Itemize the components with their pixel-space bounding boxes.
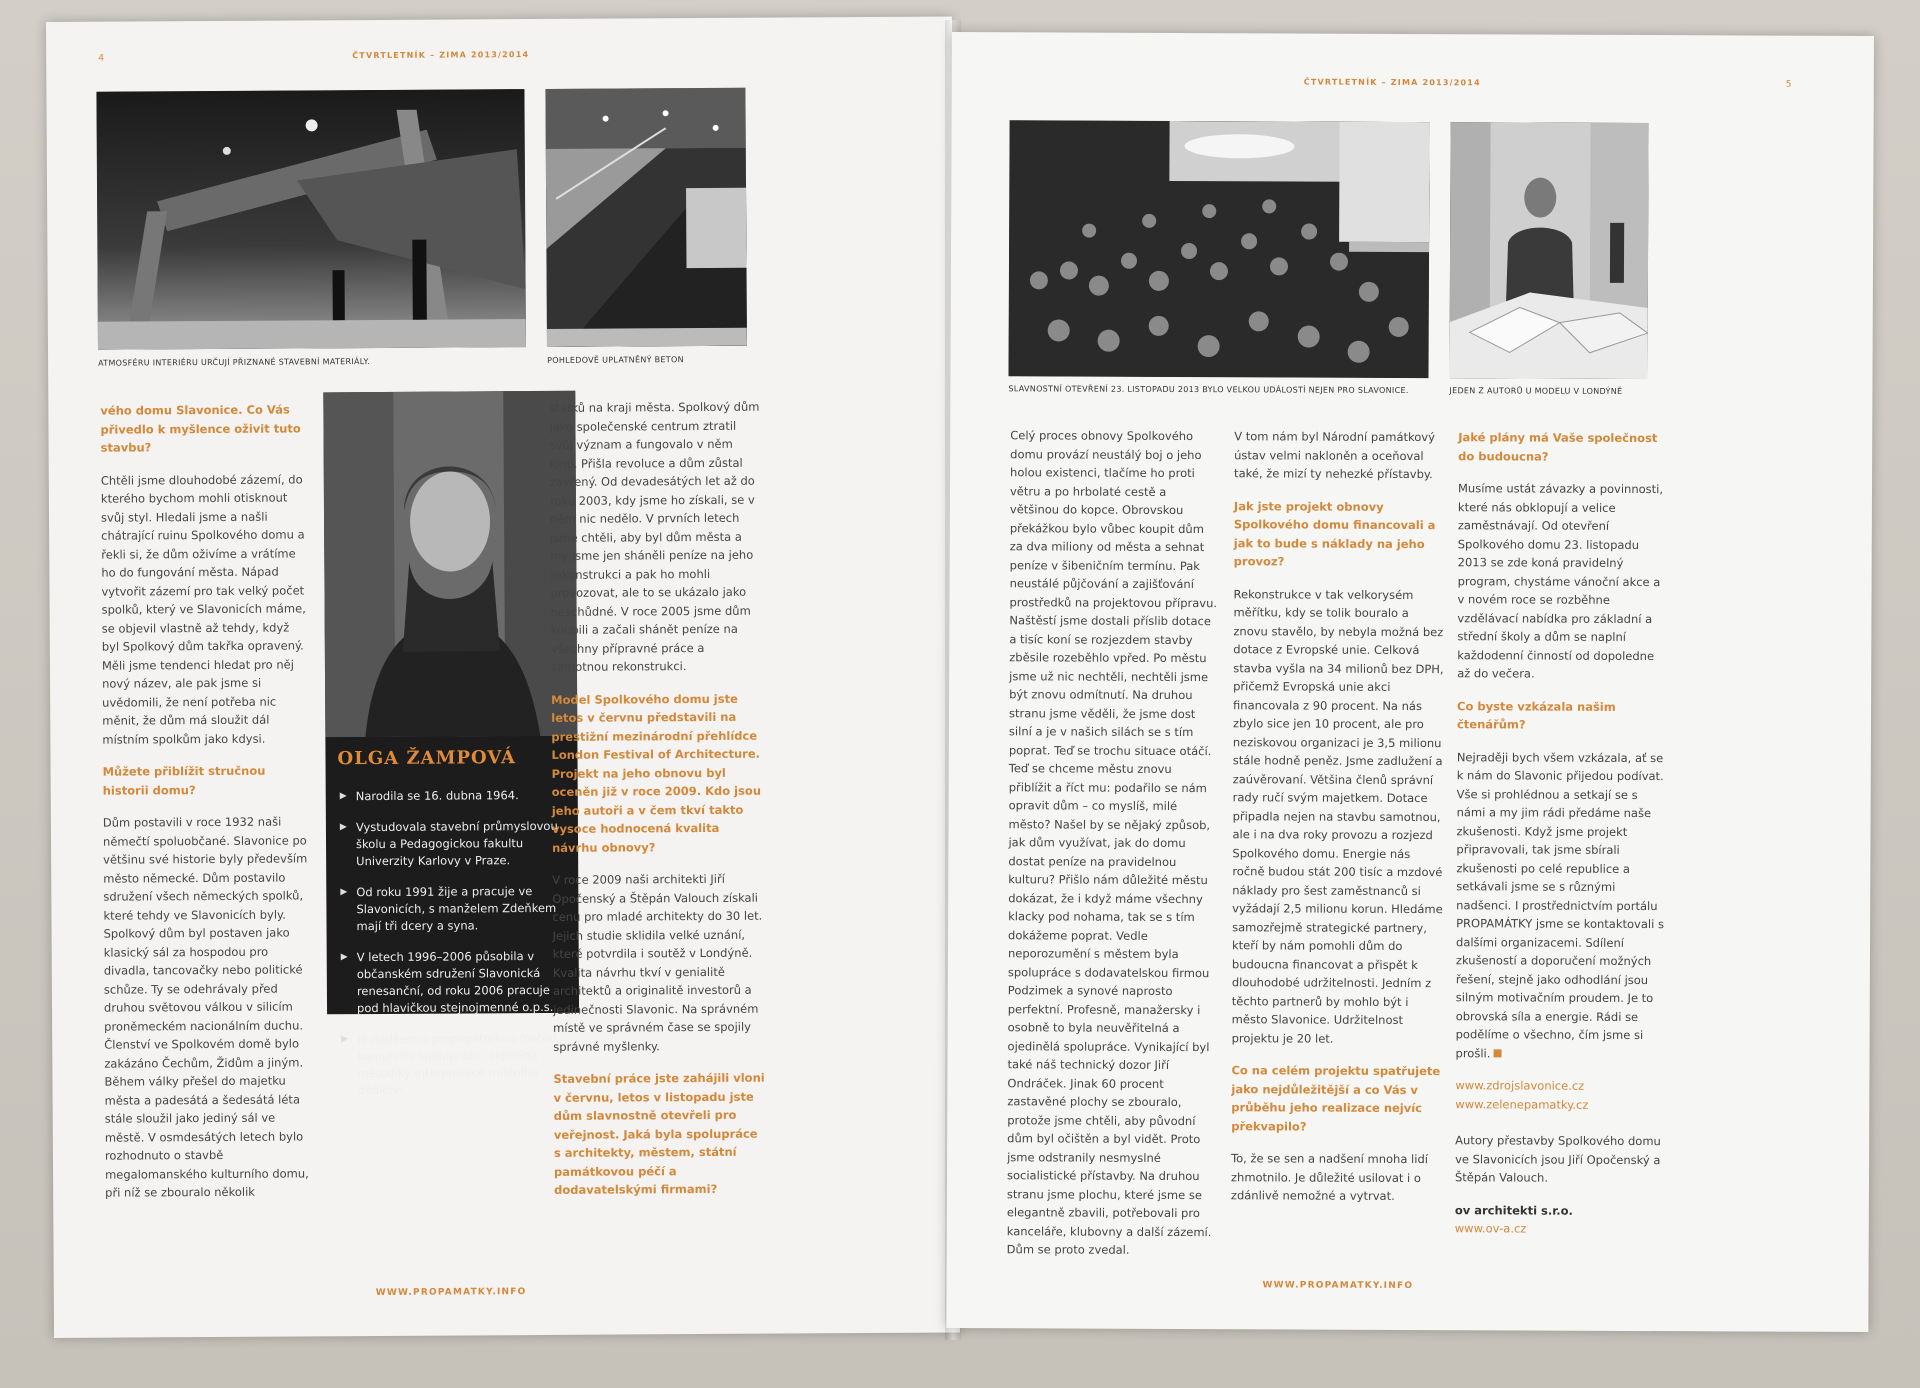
right-column-3 [1455,428,1667,1238]
page-number-left: 4 [98,53,104,64]
interview-answer: Musíme ustát závazky a povinnosti, které nás obklopují a velice zaměstnávají. Od otevření Spolkového domu 23. listopadu 2013 se zde koná pravidelný program, chystáme vánoční akce a v novém roce se rozběhne vzdělávací nabídka pro základní a střední školy a dům se naplní každodenní činností od dopoledne až do večera. [1457,481,1664,681]
interview-answer: Rekonstrukce v tak velkorysém měřítku, kdy se tolik bouralo a znovu stavělo, by nebyla možná bez dotace z Evropské unie. Celková stavba vyšla na 34 milionů bez DPH, přičemž Evropská unie akci financovala z 90 procent. Na nás zbylo sice jen 10 procent, ale pro neziskovou organizaci je 3,5 milionu stále hodně peněz. Jsme zadlužení a zaúvěrovaní. Většina členů správní rady ručí svým majetkem. Dotace připadla nejen na stavbu samotnou, ale i na dva roky provozu a rozjezd Spolkového domu. Energie nás ročně budou stát 200 tisíc a mzdové náklady pro šest zaměstnanců si vyžádají 2,5 milionu korun. Hledáme samozřejmě strategické partnery, kteří by nám pomohli dům do budoucna financovat a přispět k dlouhodobé udržitelnosti. Jedním z těchto partnerů by mohlo být i město Slavonice. Udržitelnost projektu je 20 let. [1231,586,1444,1046]
authors-note: Autory přestavby Spolkového domu ve Slavonicích jsou Jiří Opočenský a Štěpán Valouch. [1454,1133,1661,1185]
interview-answer [1456,748,1665,1063]
interview-answer: V tom nám byl Národní památkový ústav velmi nakloněn a oceňoval také, že mizí ty nehezké přístavby. [1234,429,1435,482]
left-column-3 [549,398,766,1214]
link-zelenepamatky[interactable]: www.zelenepamatky.cz [1455,1096,1589,1112]
links-block [1455,1076,1663,1114]
firm-name: ov architekti s.r.o. [1454,1202,1573,1218]
interview-answer: Dům postavili v roce 1932 naši němečtí spoluobčané. Slavonice po většinu své historie byly především město německé. Dům postavilo sdružení všech německých spolků, které tehdy ve Slavonicích byly. Spolkový dům byl postaven jako klasický sál za hospodou pro divadla, tancovačky nebo politické schůze. Ty se odehrávaly před druhou světovou válkou v silicím proněmeckém nacionálním duchu. Členství ve Spolkovém domě bylo zakázáno Čechům, Židům a jiným. Během války přešel do majetku města a padesátá a šedesátá léta stále sloužil jako jediný sál ve městě. V osmdesátých letech bylo rozhodnuto o stavbě megalomanského kulturního domu, při níž se zbouralo několik [102,814,309,1200]
interview-question: Jak jste projekt obnovy Spolkového domu financovali a jak to bude s náklady na jeho provoz? [1233,498,1436,569]
photo-architect-with-model [1449,122,1648,379]
bio-item: ▶ V letech 1996–2006 působila v občanském sdružení Slavonická renesanční, od roku 2006 pracuje pod hlavičkou stejnojmenné o.p.s. [341,948,565,1017]
photo-caption: ATMOSFÉRU INTERIÉRU URČUJÍ PŘIZNANÉ STAVEBNÍ MATERIÁLY. [98,357,370,368]
interview-answer: statků na kraji města. Spolkový dům jako společenské centrum ztratil svůj význam a fungovalo v něm kino. Přišla revoluce a dům zůstal zavřený. Od devadesátých let až do roku 2003, kdy jsme ho získali, se v něm nic nedělo. V prvních letech jsme chtěli, aby byl dům města a my jsme jen sháněli peníze na jeho rekonstrukci a pak ho mohli provozovat, ale to se ukázalo jako neschůdné. V roce 2005 jsme dům koupili a začali shánět peníze na všechny přípravné práce a samotnou rekonstrukci. [549,399,760,674]
portrait-photo [323,391,577,738]
interview-question: Co na celém projektu spatřujete jako nejdůležitější a co Vás v průběhu jeho realizace nejvíc překvapilo? [1231,1063,1441,1134]
interview-answer: Celý proces obnovy Spolkového domu provází neustálý boj o jeho holou existenci, tlačíme ho proti větru a po hrbolaté cestě a většinou do kopce. Obrovskou překážkou bylo vůbec koupit dům za dva miliony od města a sehnat peníze v šibeničním termínu. Pak neustálé půjčování a zajišťování prostředků na projektovou přípravu. Naštěstí jsme dostali příslib dotace a tisíc koní se rozjezdem stavby zběsile rozeběhlo vpřed. Po městu jsme už nic nechtěli, nechtěli jsme být znovu odmítnutí. Na druhou stranu jsme věděli, že jsme dost silní a je v našich silách se s tím poprat. Teď se trochu situace otáčí. Teď se chceme městu znovu přiblížit a říct mu: podařilo se nám opravit dům – co myslíš, milé město? Našel by se nějaký způsob, jak dům využívat, jak do domu dostat peníze na pravidelnou kulturu? Přišlo nám důležité městu dokázat, že i když máme všechny klacky pod nohama, tak se s tím dokážeme poprat. Vedle neporozumění s městem byla spolupráce s dodavatelskou firmou Podzimek a synové naprosto perfektní. Profesně, manažersky i osobně to byla neuvěřitelná a ojedinělá spolupráce. Vynikající byl také náš technický dozor Jiří Ondráček. Jinak 60 procent zastavěné plochy se zbouralo, protože jsme chtěli, aby původní dům byl očištěn a byl vidět. Proto jsme odstranily nesmyslné socialistické přístavby. Na druhou stranu jsme plochu, které jsme se elegantně zbavili, potřebovali pro kanceláře, klubovny a další zázemí. Dům se proto zvedal. [1006,428,1218,1257]
bio-item: ▶ Vystudovala stavební průmyslovou školu a Pedagogickou fakultu Univerzity Karlovy v Praze. [340,818,564,870]
interview-question: Stavební práce jste zahájili vloni v červnu, letos v listopadu jste dům slavnostně otevřeli pro veřejnost. Jaká byla spolupráce s architekty, městem, státní památkovou péčí a dodavatelskými firmami? [553,1070,765,1197]
photo-concrete-stairs [545,88,747,347]
firm-block [1455,1201,1663,1239]
left-page-header: ČTVRTLETNÍK – ZIMA 2013/2014 [352,50,530,61]
left-page [46,16,960,1338]
link-zdrojslavonice[interactable]: www.zdrojslavonice.cz [1455,1078,1585,1093]
right-page-header: ČTVRTLETNÍK – ZIMA 2013/2014 [1303,77,1481,88]
bio-box [323,391,579,1098]
photo-interior-atmosphere [96,89,526,350]
interview-question: Model Spolkového domu jste letos v červnu představili na prestižní mezinárodní přehlídce London Festival of Architecture. Projekt na jeho obnovu byl oceněn již v roce 2009. Kdo jsou jeho autoři a v čem tkví takto vysoce hodnocená kvalita návrhu obnovy? [551,691,762,855]
bio-list [340,787,566,1113]
photo-opening-crowd [1008,120,1429,378]
right-page [946,32,1874,1332]
bio-item: ▶ Je nadšenou propagátorkou metod komunitní spolupráce, zejména metodiky interpretace místního dědictví. [341,1030,565,1099]
interview-question: Jaké plány má Vaše společnost do budoucna? [1458,430,1658,464]
left-page-footer: WWW.PROPAMATKY.INFO [375,1287,527,1299]
bio-item: ▶ Narodila se 16. dubna 1964. [340,787,564,805]
photo-caption: POHLEDOVĚ UPLATNĚNÝ BETON [547,355,684,365]
page-number-right: 5 [1785,79,1792,90]
bio-name: OLGA ŽAMPOVÁ [337,747,516,770]
right-column-1 [1007,426,1219,1273]
photo-caption: JEDEN Z AUTORŮ U MODELU V LONDÝNĚ [1449,386,1623,396]
end-mark-icon [1493,1049,1501,1057]
closing-answer-text: Nejraději bych všem vzkázala, ať se k nám do Slavonic přijedou podívat. Vše si prohlédnou a setkají se s námi a my jim rádi předáme naše zkušenosti. Když jsme projekt připravovali, tak jsme sbírali zkušenosti po celé republice a setkávali jsme se s různými nadšenci. I prostřednictvím portálu PROPAMÁTKY jsme se kontaktovali s dalšími organizacemi. Sdílení zkušeností a doporučení možných řešení, stejně jako odhodlání jsou silným motivačním proudem. Je to obrovská síla a energie. Rádi se podělíme o všechno, čím jsme si prošli. [1455,749,1664,1060]
right-column-2 [1231,427,1446,1219]
interview-question: Můžete přiblížit stručnou historii domu? [102,763,266,798]
bio-item: ▶ Od roku 1991 žije a pracuje ve Slavonicích, s manželem Zdeňkem mají tři dcery a syna. [340,883,564,935]
photo-caption: SLAVNOSTNÍ OTEVŘENÍ 23. LISTOPADU 2013 BYLO VELKOU UDÁLOSTÍ NEJEN PRO SLAVONICE. [1008,384,1409,395]
interview-answer: Chtěli jsme dlouhodobé zázemí, do kterého bychom mohli otisknout svůj styl. Hledali jsme a našli chátrající ruinu Spolkového domu a řekli si, že dům oživíme a vrátíme ho do fungování města. Nápad vytvořit zázemí pro tak velký počet spolků, který ve Slavonicích máme, se objevil vlastně až tehdy, když byl Spolkový dům takřka opravený. Měli jsme tendenci hledat pro něj nový název, ale pak jsme si uvědomili, že není potřeba nic měnit, že dům má sloužit dál místním spolkům jako kdysi. [100,471,306,747]
right-page-footer: WWW.PROPAMATKY.INFO [1262,1280,1414,1292]
interview-question: vého domu Slavonice. Co Vás přivedlo k myšlence oživit tuto stavbu? [100,402,301,455]
link-ov-a[interactable]: www.ov-a.cz [1454,1221,1527,1236]
interview-answer: V roce 2009 naši architekti Jiří Opočenský a Štěpán Valouch získali cenu pro mladé architekty do 30 let. Jejich studie sklidila velké uznání, které potvrdila i soutěž v Londýně. Kvalita návrhu tkví v genialitě architektů a originalitě investorů a jedinečnosti Slavonic. Na správném místě ve správném čase se spojily správné myšlenky. [552,871,763,1054]
left-column-1 [100,400,313,1216]
interview-question: Co byste vzkázala našim čtenářům? [1456,698,1616,732]
interview-answer: To, že se sen a nadšení mnoha lidí zhmotnilo. Je důležité usilovat i o zdánlivě nemožné a vytrvat. [1230,1151,1428,1203]
